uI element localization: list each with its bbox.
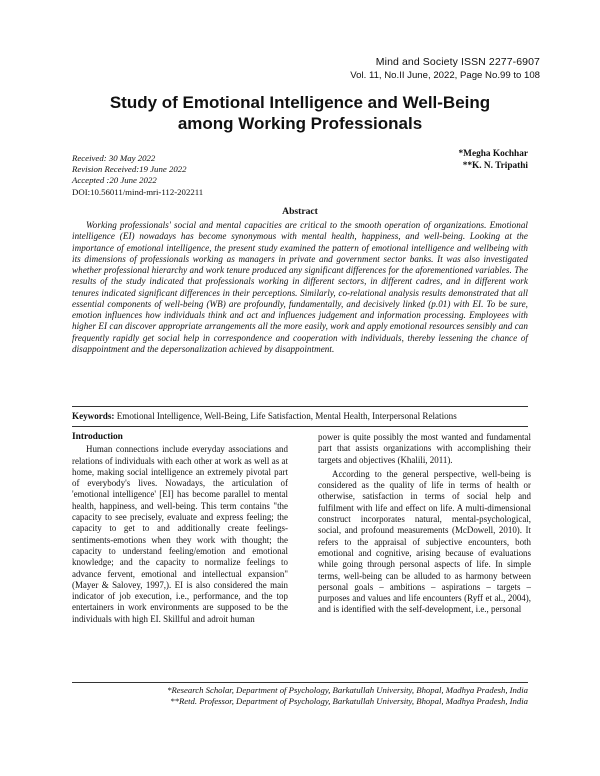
revision-date: Revision Received:19 June 2022 [72, 164, 187, 175]
keywords [72, 406, 528, 422]
keywords-label: Keywords: [72, 411, 115, 421]
author-2: **K. N. Tripathi [462, 161, 528, 171]
submission-dates [72, 153, 203, 198]
journal-name: Mind and Society ISSN 2277-6907 [375, 56, 540, 68]
abstract-body: Working professionals' social and mental capacities are critical to the smooth operation of organizations. Emotional intelligence (EI) nowadays has become synonymous with mental health, happiness, and well-being. Looking at the importance of emotional intelligence, the present study examined the pattern of emotional intelligence and wellbeing with its dimensions of professionals working as managers in private and government sector banks. It was also investigated whether professional hierarchy and work tenure produced any significant differences for the aforementioned variables. The results of the study indicated that professionals working in different sectors, in different cadres, and in different work tenures indicated significant differences in their perceptions. Similarly, co-relational analysis results demonstrated that all essential components of well-being (WB) are profoundly, fundamentally, and decisively linked (p.01) with EI. To be sure, emotion influences how individuals think and act and influences judgement and information processing. Employees with higher EI can discover appropriate arrangements all the more easily, work and apply emotional resources sensibly and can frequently rapidly get social help in correspondence and cooperation with individuals, thereby lessening the chance of disappointment and the depersonalization achieved by disappointment. [72, 220, 528, 354]
section-heading-introduction: Introduction [72, 432, 123, 442]
body-paragraph: Human connections include everyday associations and relations of individuals with each other at work as well as at home, making social intelligence an extremely pivotal part of everybody's lives. Nowadays, the articulation of 'emotional intelligence' [EI] has become parallel to mental health, happiness, and well-being. This term contains "the capacity to see precisely, evaluate and express feeling; the capacity to get to and additionally create feelings-sentiments-emotions when they work with thought; the capacity to understand feeling/emotion and emotional knowledge; and the capacity to normalize feelings to advance fervent, emotional and intellectual expansion" (Mayer & Salovey, 1997,). EI is also considered the main indicator of job execution, i.e., performance, and the top entertainers in work environments are supposed to be the individuals with high EI. Skillful and adroit human [72, 444, 288, 624]
author-1: *Megha Kochhar [458, 149, 528, 159]
journal-issue: Vol. 11, No.II June, 2022, Page No.99 to 108 [350, 70, 540, 81]
paper-title [40, 92, 560, 134]
body-column-right [318, 432, 531, 616]
keywords-text: Emotional Intelligence, Well-Being, Life Satisfaction, Mental Health, Interpersonal Relations [114, 411, 457, 421]
body-paragraph: power is quite possibly the most wanted and fundamental part that assists organizations with accomplishing their targets and objectives (Khalili, 2011). [318, 432, 531, 465]
footnote-2: **Retd. Professor, Department of Psychology, Barkatullah University, Bhopal, Madhya Pradesh, India [170, 696, 528, 706]
footnotes [167, 685, 528, 707]
author-list [459, 148, 528, 172]
received-date: Received: 30 May 2022 [72, 153, 156, 163]
title-line-1: Study of Emotional Intelligence and Well-Being [109, 93, 491, 112]
doi: DOI:10.56011/mind-mri-112-202211 [72, 186, 204, 197]
body-column-left [72, 432, 288, 625]
body-paragraph: According to the general perspective, well-being is considered as the quality of life in terms of health or otherwise, satisfaction in terms of social help and fulfilment with life and effect on life. A multi-dimensional construct incorporates natural, mental-psychological, social, and profound measurements (McDowell, 2010). It refers to the appraisal of subjective encounters, both emotional and cognitive, arising because of evaluations while going through personal aspects of life. In simple terms, well-being can be alluded to as harmony between personal goals – ambitions – aspirations – targets – purposes and values and life encounters (Ryff et al., 2004), and is identified with the self-development, i.e., personal [318, 468, 531, 615]
accepted-date: Accepted :20 June 2022 [72, 175, 157, 186]
journal-header [350, 55, 540, 83]
abstract-section [72, 206, 528, 355]
keywords-divider [72, 426, 528, 427]
abstract-heading: Abstract [282, 206, 318, 217]
title-line-2: among Working Professionals [177, 114, 423, 133]
footnote-divider [72, 682, 528, 683]
footnote-1: *Research Scholar, Department of Psychology, Barkatullah University, Bhopal, Madhya Pradesh, India [167, 685, 528, 695]
